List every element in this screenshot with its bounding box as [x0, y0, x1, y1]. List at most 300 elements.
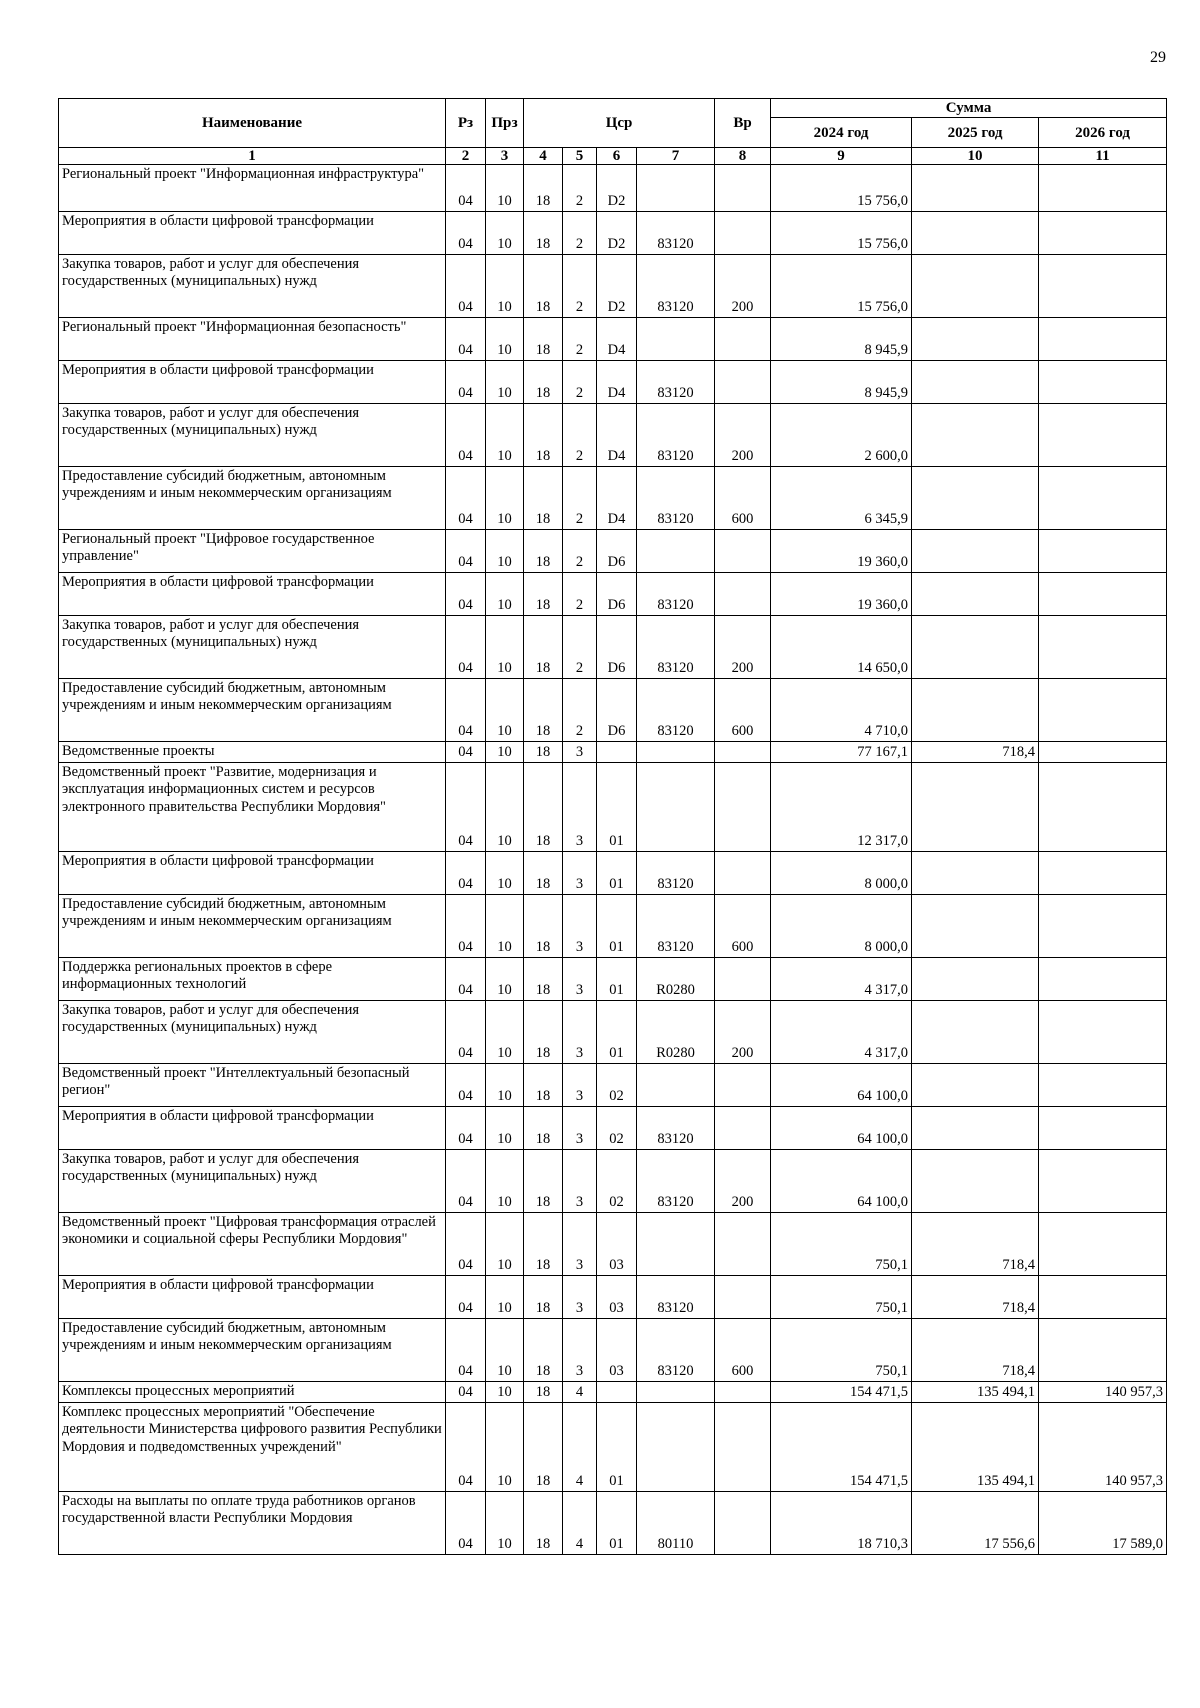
column-number: 6 [597, 148, 637, 165]
row-rz: 04 [446, 361, 486, 404]
header-name: Наименование [59, 99, 446, 148]
row-csr-7: 80110 [637, 1492, 715, 1555]
row-sum-2026 [1039, 852, 1167, 895]
table-row [59, 467, 1167, 530]
row-sum-2025 [912, 1001, 1039, 1064]
row-sum-2024: 154 471,5 [771, 1403, 912, 1492]
row-csr-7: R0280 [637, 958, 715, 1001]
row-sum-2024: 4 317,0 [771, 1001, 912, 1064]
row-sum-2025 [912, 404, 1039, 467]
row-rz: 04 [446, 1064, 486, 1107]
row-name: Предоставление субсидий бюджетным, автономным учреждениям и иным некоммерческим организациям [59, 1319, 446, 1382]
row-prz: 10 [486, 1319, 524, 1382]
row-csr-6 [597, 1382, 637, 1403]
column-number: 11 [1039, 148, 1167, 165]
row-prz: 10 [486, 573, 524, 616]
row-sum-2024: 12 317,0 [771, 763, 912, 852]
row-sum-2024: 77 167,1 [771, 742, 912, 763]
row-prz: 10 [486, 212, 524, 255]
row-csr-4: 18 [524, 895, 563, 958]
row-sum-2026 [1039, 616, 1167, 679]
row-prz: 10 [486, 1107, 524, 1150]
row-csr-4: 18 [524, 679, 563, 742]
row-csr-4: 18 [524, 1319, 563, 1382]
row-csr-4: 18 [524, 361, 563, 404]
table-row [59, 742, 1167, 763]
row-vr [715, 530, 771, 573]
row-name: Расходы на выплаты по оплате труда работников органов государственной власти Республики Мордовия [59, 1492, 446, 1555]
column-number: 3 [486, 148, 524, 165]
row-name: Мероприятия в области цифровой трансформации [59, 1107, 446, 1150]
table-row [59, 763, 1167, 852]
table-row [59, 1403, 1167, 1492]
row-csr-7: 83120 [637, 467, 715, 530]
row-vr: 200 [715, 404, 771, 467]
row-sum-2025 [912, 616, 1039, 679]
row-sum-2025 [912, 212, 1039, 255]
row-sum-2026 [1039, 1150, 1167, 1213]
column-number: 7 [637, 148, 715, 165]
row-vr [715, 1213, 771, 1276]
row-csr-4: 18 [524, 1382, 563, 1403]
row-csr-5: 3 [563, 1213, 597, 1276]
row-sum-2026 [1039, 573, 1167, 616]
row-csr-5: 3 [563, 1276, 597, 1319]
table-row [59, 1150, 1167, 1213]
row-rz: 04 [446, 1150, 486, 1213]
row-vr: 200 [715, 255, 771, 318]
row-csr-5: 2 [563, 318, 597, 361]
table-row [59, 1382, 1167, 1403]
row-csr-5: 2 [563, 679, 597, 742]
row-prz: 10 [486, 1213, 524, 1276]
row-prz: 10 [486, 742, 524, 763]
row-sum-2025 [912, 1107, 1039, 1150]
row-csr-4: 18 [524, 573, 563, 616]
row-name: Предоставление субсидий бюджетным, автономным учреждениям и иным некоммерческим организациям [59, 467, 446, 530]
row-csr-5: 2 [563, 530, 597, 573]
row-sum-2024: 154 471,5 [771, 1382, 912, 1403]
row-sum-2024: 15 756,0 [771, 165, 912, 212]
row-csr-5: 2 [563, 361, 597, 404]
row-sum-2024: 19 360,0 [771, 573, 912, 616]
row-csr-4: 18 [524, 1213, 563, 1276]
row-vr: 200 [715, 616, 771, 679]
row-name: Региональный проект "Цифровое государственное управление" [59, 530, 446, 573]
row-vr [715, 165, 771, 212]
row-sum-2024: 64 100,0 [771, 1150, 912, 1213]
row-csr-7: 83120 [637, 255, 715, 318]
row-csr-6: 02 [597, 1064, 637, 1107]
row-prz: 10 [486, 255, 524, 318]
row-sum-2024: 15 756,0 [771, 255, 912, 318]
row-name: Ведомственные проекты [59, 742, 446, 763]
row-csr-7 [637, 1382, 715, 1403]
row-name: Мероприятия в области цифровой трансформации [59, 573, 446, 616]
row-vr: 600 [715, 679, 771, 742]
row-sum-2026 [1039, 1319, 1167, 1382]
row-sum-2024: 8 945,9 [771, 318, 912, 361]
table-row [59, 212, 1167, 255]
row-vr [715, 1107, 771, 1150]
row-prz: 10 [486, 1150, 524, 1213]
row-sum-2025 [912, 530, 1039, 573]
row-vr [715, 958, 771, 1001]
table-row [59, 616, 1167, 679]
row-csr-7 [637, 1213, 715, 1276]
row-prz: 10 [486, 1492, 524, 1555]
row-csr-4: 18 [524, 1150, 563, 1213]
row-vr [715, 852, 771, 895]
row-rz: 04 [446, 212, 486, 255]
row-sum-2025 [912, 255, 1039, 318]
column-number: 4 [524, 148, 563, 165]
row-vr [715, 1403, 771, 1492]
page-number: 29 [1150, 49, 1166, 66]
row-csr-4: 18 [524, 165, 563, 212]
row-sum-2025: 135 494,1 [912, 1403, 1039, 1492]
table-row [59, 1319, 1167, 1382]
row-prz: 10 [486, 1276, 524, 1319]
row-rz: 04 [446, 1382, 486, 1403]
row-csr-4: 18 [524, 763, 563, 852]
row-csr-5: 3 [563, 763, 597, 852]
table-row [59, 958, 1167, 1001]
row-rz: 04 [446, 742, 486, 763]
row-sum-2025 [912, 1150, 1039, 1213]
row-prz: 10 [486, 852, 524, 895]
row-vr: 600 [715, 895, 771, 958]
row-sum-2025 [912, 679, 1039, 742]
table-row [59, 852, 1167, 895]
row-csr-6: 01 [597, 958, 637, 1001]
row-rz: 04 [446, 255, 486, 318]
row-csr-7: 83120 [637, 895, 715, 958]
row-csr-5: 3 [563, 852, 597, 895]
row-csr-7 [637, 742, 715, 763]
row-prz: 10 [486, 763, 524, 852]
row-prz: 10 [486, 1382, 524, 1403]
row-csr-4: 18 [524, 318, 563, 361]
row-sum-2026: 140 957,3 [1039, 1382, 1167, 1403]
row-sum-2026 [1039, 361, 1167, 404]
row-csr-4: 18 [524, 404, 563, 467]
row-sum-2026 [1039, 1213, 1167, 1276]
row-csr-4: 18 [524, 1403, 563, 1492]
table-row [59, 1107, 1167, 1150]
row-csr-5: 2 [563, 165, 597, 212]
row-csr-6: D2 [597, 255, 637, 318]
column-number: 5 [563, 148, 597, 165]
table-row [59, 1276, 1167, 1319]
row-csr-7 [637, 318, 715, 361]
row-sum-2024: 19 360,0 [771, 530, 912, 573]
row-csr-4: 18 [524, 1064, 563, 1107]
table-row [59, 1213, 1167, 1276]
row-rz: 04 [446, 404, 486, 467]
row-vr [715, 573, 771, 616]
row-rz: 04 [446, 573, 486, 616]
row-prz: 10 [486, 165, 524, 212]
row-name: Мероприятия в области цифровой трансформации [59, 852, 446, 895]
row-rz: 04 [446, 895, 486, 958]
row-sum-2026 [1039, 255, 1167, 318]
row-csr-5: 4 [563, 1403, 597, 1492]
row-sum-2024: 15 756,0 [771, 212, 912, 255]
row-csr-5: 3 [563, 1107, 597, 1150]
table-row [59, 1001, 1167, 1064]
row-sum-2025: 718,4 [912, 1213, 1039, 1276]
row-csr-6: D6 [597, 616, 637, 679]
row-sum-2024: 8 000,0 [771, 895, 912, 958]
table-row [59, 573, 1167, 616]
row-csr-4: 18 [524, 958, 563, 1001]
row-csr-5: 3 [563, 742, 597, 763]
row-csr-6: 01 [597, 1403, 637, 1492]
row-vr [715, 1382, 771, 1403]
row-sum-2024: 14 650,0 [771, 616, 912, 679]
row-sum-2025 [912, 318, 1039, 361]
row-sum-2025: 718,4 [912, 1319, 1039, 1382]
row-csr-6: D6 [597, 679, 637, 742]
row-prz: 10 [486, 958, 524, 1001]
row-csr-7 [637, 1064, 715, 1107]
row-sum-2025 [912, 763, 1039, 852]
row-sum-2025: 17 556,6 [912, 1492, 1039, 1555]
row-csr-7: 83120 [637, 1319, 715, 1382]
row-prz: 10 [486, 361, 524, 404]
row-name: Региональный проект "Информационная безопасность" [59, 318, 446, 361]
row-csr-6: 03 [597, 1213, 637, 1276]
row-sum-2026 [1039, 212, 1167, 255]
row-sum-2026 [1039, 404, 1167, 467]
row-csr-7: R0280 [637, 1001, 715, 1064]
row-csr-6: 02 [597, 1107, 637, 1150]
row-sum-2024: 750,1 [771, 1276, 912, 1319]
row-prz: 10 [486, 530, 524, 573]
row-sum-2026 [1039, 742, 1167, 763]
table-row [59, 165, 1167, 212]
row-sum-2025: 135 494,1 [912, 1382, 1039, 1403]
row-name: Ведомственный проект "Интеллектуальный безопасный регион" [59, 1064, 446, 1107]
table-row [59, 895, 1167, 958]
row-csr-6 [597, 742, 637, 763]
table-row [59, 255, 1167, 318]
table-row [59, 1492, 1167, 1555]
row-csr-6: D4 [597, 361, 637, 404]
row-vr [715, 742, 771, 763]
row-sum-2024: 8 000,0 [771, 852, 912, 895]
row-sum-2025 [912, 165, 1039, 212]
row-sum-2025 [912, 1064, 1039, 1107]
row-prz: 10 [486, 404, 524, 467]
row-sum-2026 [1039, 530, 1167, 573]
row-rz: 04 [446, 165, 486, 212]
row-vr: 600 [715, 467, 771, 530]
column-number: 1 [59, 148, 446, 165]
row-vr [715, 212, 771, 255]
row-csr-7: 83120 [637, 573, 715, 616]
table-row [59, 679, 1167, 742]
row-name: Ведомственный проект "Развитие, модернизация и эксплуатация информационных систем и ресурсов электронного правительства Республики Мордовия" [59, 763, 446, 852]
row-sum-2024: 18 710,3 [771, 1492, 912, 1555]
row-csr-5: 3 [563, 1001, 597, 1064]
header-year-2024: 2024 год [771, 118, 912, 148]
row-rz: 04 [446, 679, 486, 742]
row-prz: 10 [486, 1403, 524, 1492]
row-vr [715, 1492, 771, 1555]
header-summa: Сумма [771, 99, 1167, 118]
header-year-2026: 2026 год [1039, 118, 1167, 148]
row-csr-6: 01 [597, 1001, 637, 1064]
row-sum-2026 [1039, 958, 1167, 1001]
row-csr-7 [637, 165, 715, 212]
row-vr [715, 318, 771, 361]
row-csr-7: 83120 [637, 1150, 715, 1213]
row-csr-4: 18 [524, 1492, 563, 1555]
row-csr-4: 18 [524, 530, 563, 573]
row-name: Мероприятия в области цифровой трансформации [59, 212, 446, 255]
row-sum-2026 [1039, 1001, 1167, 1064]
row-sum-2026 [1039, 318, 1167, 361]
row-sum-2026 [1039, 165, 1167, 212]
row-vr [715, 361, 771, 404]
row-sum-2025 [912, 361, 1039, 404]
row-csr-7: 83120 [637, 616, 715, 679]
row-sum-2026 [1039, 895, 1167, 958]
row-sum-2026 [1039, 1276, 1167, 1319]
row-csr-5: 3 [563, 958, 597, 1001]
row-csr-6: 02 [597, 1150, 637, 1213]
row-rz: 04 [446, 467, 486, 530]
row-csr-7: 83120 [637, 361, 715, 404]
row-name: Закупка товаров, работ и услуг для обеспечения государственных (муниципальных) нужд [59, 1150, 446, 1213]
row-csr-5: 4 [563, 1382, 597, 1403]
row-prz: 10 [486, 895, 524, 958]
row-sum-2025 [912, 467, 1039, 530]
row-name: Региональный проект "Информационная инфраструктура" [59, 165, 446, 212]
row-name: Предоставление субсидий бюджетным, автономным учреждениям и иным некоммерческим организациям [59, 679, 446, 742]
row-sum-2025: 718,4 [912, 742, 1039, 763]
row-sum-2025 [912, 852, 1039, 895]
row-csr-4: 18 [524, 467, 563, 530]
column-number: 8 [715, 148, 771, 165]
row-csr-6: D6 [597, 530, 637, 573]
row-csr-5: 2 [563, 467, 597, 530]
table-row [59, 361, 1167, 404]
row-rz: 04 [446, 1213, 486, 1276]
row-sum-2024: 750,1 [771, 1213, 912, 1276]
table-row [59, 404, 1167, 467]
row-sum-2024: 4 710,0 [771, 679, 912, 742]
row-prz: 10 [486, 1001, 524, 1064]
row-rz: 04 [446, 318, 486, 361]
row-csr-4: 18 [524, 212, 563, 255]
row-prz: 10 [486, 616, 524, 679]
row-csr-6: 01 [597, 1492, 637, 1555]
row-rz: 04 [446, 763, 486, 852]
table-row [59, 318, 1167, 361]
table-row [59, 530, 1167, 573]
row-sum-2025 [912, 958, 1039, 1001]
row-rz: 04 [446, 1319, 486, 1382]
row-csr-6: D6 [597, 573, 637, 616]
row-sum-2024: 4 317,0 [771, 958, 912, 1001]
row-csr-5: 2 [563, 404, 597, 467]
row-csr-4: 18 [524, 255, 563, 318]
row-name: Поддержка региональных проектов в сфере информационных технологий [59, 958, 446, 1001]
header-rz: Рз [446, 99, 486, 148]
row-sum-2026 [1039, 1107, 1167, 1150]
table-row [59, 1064, 1167, 1107]
row-csr-7 [637, 1403, 715, 1492]
row-csr-6: 01 [597, 852, 637, 895]
row-name: Закупка товаров, работ и услуг для обеспечения государственных (муниципальных) нужд [59, 404, 446, 467]
row-rz: 04 [446, 1001, 486, 1064]
row-csr-7: 83120 [637, 1276, 715, 1319]
row-vr: 200 [715, 1001, 771, 1064]
row-csr-6: 01 [597, 895, 637, 958]
row-vr: 200 [715, 1150, 771, 1213]
row-csr-7: 83120 [637, 679, 715, 742]
row-vr [715, 763, 771, 852]
row-csr-7 [637, 530, 715, 573]
row-csr-4: 18 [524, 1107, 563, 1150]
row-csr-5: 2 [563, 573, 597, 616]
row-name: Ведомственный проект "Цифровая трансформация отраслей экономики и социальной сферы Республики Мордовия" [59, 1213, 446, 1276]
row-csr-5: 3 [563, 1319, 597, 1382]
row-sum-2024: 2 600,0 [771, 404, 912, 467]
column-number: 2 [446, 148, 486, 165]
row-prz: 10 [486, 318, 524, 361]
column-number: 10 [912, 148, 1039, 165]
row-rz: 04 [446, 1492, 486, 1555]
row-csr-7: 83120 [637, 404, 715, 467]
budget-table [58, 98, 1167, 1555]
row-csr-4: 18 [524, 852, 563, 895]
row-name: Мероприятия в области цифровой трансформации [59, 361, 446, 404]
row-csr-6: 03 [597, 1276, 637, 1319]
row-csr-5: 4 [563, 1492, 597, 1555]
row-sum-2024: 64 100,0 [771, 1107, 912, 1150]
row-name: Закупка товаров, работ и услуг для обеспечения государственных (муниципальных) нужд [59, 1001, 446, 1064]
row-prz: 10 [486, 1064, 524, 1107]
row-csr-7: 83120 [637, 212, 715, 255]
row-vr [715, 1276, 771, 1319]
row-sum-2026: 17 589,0 [1039, 1492, 1167, 1555]
row-csr-4: 18 [524, 1276, 563, 1319]
row-csr-5: 3 [563, 1064, 597, 1107]
row-sum-2026 [1039, 467, 1167, 530]
row-rz: 04 [446, 958, 486, 1001]
row-csr-5: 3 [563, 895, 597, 958]
row-csr-4: 18 [524, 1001, 563, 1064]
row-sum-2024: 64 100,0 [771, 1064, 912, 1107]
row-sum-2026: 140 957,3 [1039, 1403, 1167, 1492]
row-csr-4: 18 [524, 616, 563, 679]
row-rz: 04 [446, 530, 486, 573]
row-sum-2025 [912, 895, 1039, 958]
row-name: Предоставление субсидий бюджетным, автономным учреждениям и иным некоммерческим организациям [59, 895, 446, 958]
row-name: Комплексы процессных мероприятий [59, 1382, 446, 1403]
row-csr-4: 18 [524, 742, 563, 763]
header-year-2025: 2025 год [912, 118, 1039, 148]
row-csr-6: D2 [597, 165, 637, 212]
row-sum-2024: 6 345,9 [771, 467, 912, 530]
row-sum-2026 [1039, 763, 1167, 852]
row-rz: 04 [446, 1107, 486, 1150]
row-csr-5: 2 [563, 212, 597, 255]
